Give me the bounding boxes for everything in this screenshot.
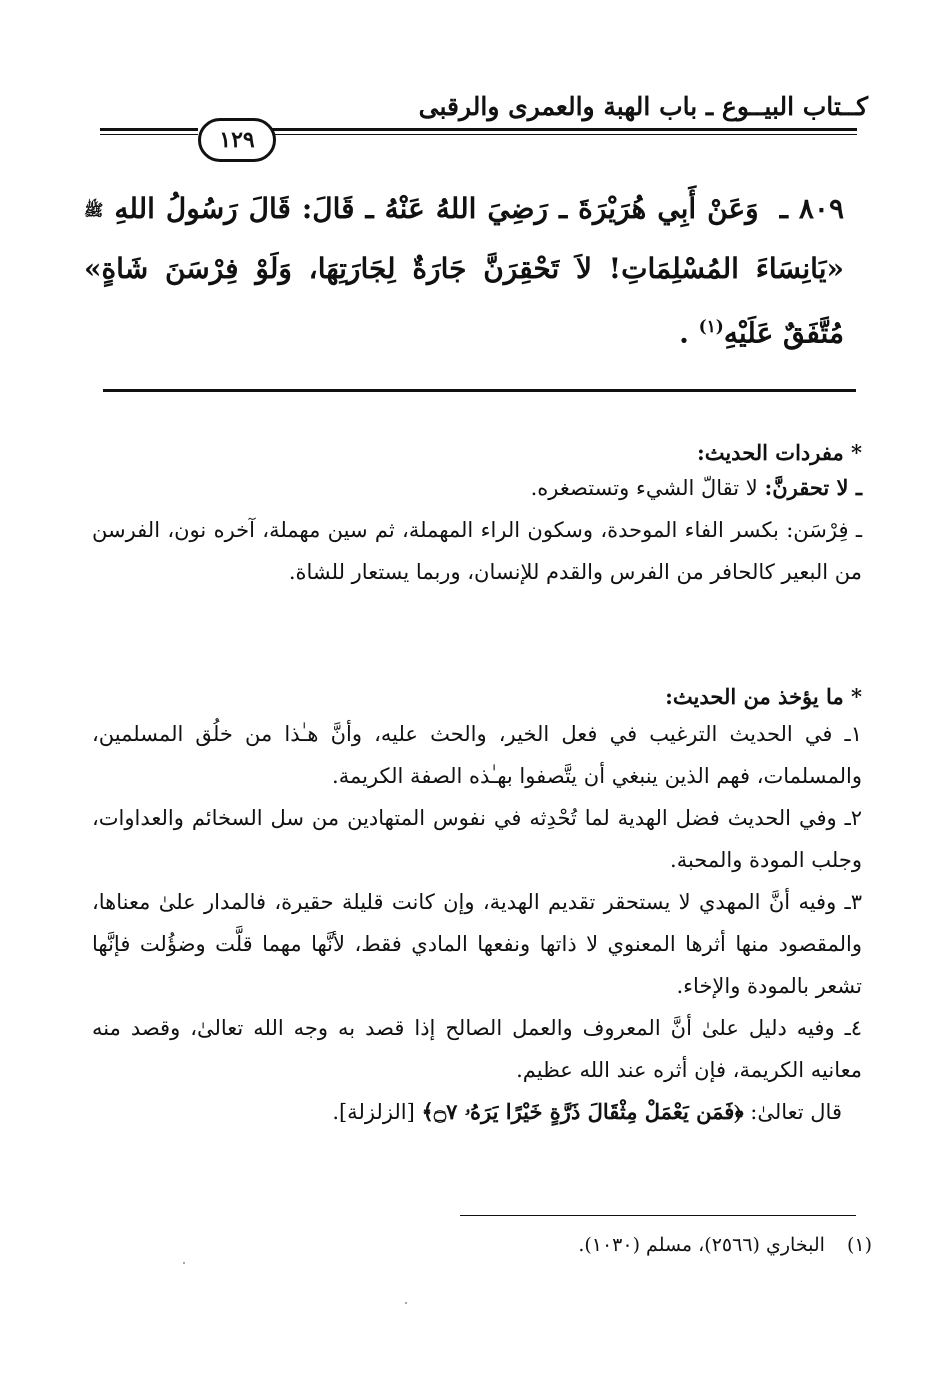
quote-intro: قال تعالىٰ: xyxy=(750,1100,842,1124)
vocab-term-1: ـ لا تحقرنَّ: xyxy=(764,475,862,500)
quran-quote xyxy=(92,1091,862,1133)
vocab-definition-1: لا تقالّ الشيء وتستصغره. xyxy=(530,476,758,500)
vocab-heading: * مفردات الحديث: xyxy=(696,440,862,465)
hadith-text-part1: وَعَنْ أَبِي هُرَيْرَةَ ـ رَضِيَ اللهُ عَنْهُ ـ قَالَ: قَالَ رَسُولُ اللهِ xyxy=(114,192,759,225)
salla-ligature: ﷺ xyxy=(84,200,104,220)
paper-speck xyxy=(405,1302,407,1304)
footnote-reference[interactable]: (١) xyxy=(698,316,724,337)
footnote-1 xyxy=(578,1234,872,1256)
vocab-term-2: ـ فِرْسَن: xyxy=(786,518,862,542)
lessons-heading: * ما يؤخذ من الحديث: xyxy=(665,684,862,709)
hadith-number: ٨٠٩ ـ xyxy=(779,192,844,225)
vocab-item-1 xyxy=(92,467,862,509)
header-rule-right-thin xyxy=(270,134,857,135)
lesson-item-2: ٢ـ وفي الحديث فضل الهدية لما تُحْدِثه في نفوس المتهادين من سل السخائم والعداوات، وجلب المودة والمحبة. xyxy=(92,806,862,872)
vocab-section xyxy=(92,440,862,593)
hadith-text-part2: «يَانِسَاءَ المُسْلِمَاتِ! لاَ تَحْقِرَنَّ جَارَةٌ لِجَارَتِهَا، وَلَوْ فِرْسَنَ شَاةٍ» مُتَّفَقٌ عَلَيْهِ xyxy=(84,251,844,349)
hadith-ending: . xyxy=(679,315,689,349)
quran-verse: ﴿فَمَن يَعْمَلْ مِثْقَالَ ذَرَّةٍ خَيْرًا يَرَهُۥ ۝٧﴾ xyxy=(421,1099,744,1124)
header-rule-right xyxy=(270,128,857,131)
running-header-title: كــتاب البيــوع ـ باب الهبة والعمرى والرقبى xyxy=(418,92,868,121)
section-separator xyxy=(103,389,856,392)
vocab-item-2 xyxy=(92,509,862,593)
lesson-item-3: ٣ـ وفيه أنَّ المهدي لا يستحقر تقديم الهدية، وإن كانت قليلة حقيرة، فالمدار علىٰ معناها، والمقصود منها أثرها المعنوي لا ذاتها ونفعها المادي فقط، لأنَّها مهما قلَّت وضؤُلت فإنَّها تشعر بالمودة والإخاء. xyxy=(92,890,862,998)
page-number: ١٢٩ xyxy=(198,118,276,162)
paper-speck xyxy=(183,1262,185,1264)
lesson-item-4: ٤ـ وفيه دليل علىٰ أنَّ المعروف والعمل الصالح إذا قصد به وجه الله تعالىٰ، وقصد منه معانيه الكريمة، فإن أثره عند الله عظيم. xyxy=(92,1016,862,1082)
header-rule-left-thin xyxy=(100,134,198,135)
quote-reference: [الزلزلة]. xyxy=(332,1100,415,1124)
header-rule-left xyxy=(100,128,198,131)
lesson-item-1: ١ـ في الحديث الترغيب في فعل الخير، والحث عليه، وأنَّ هـٰذا من خلُق المسلمين، والمسلمات، فهم الذين ينبغي أن يتَّصفوا بهـٰذه الصفة الكريمة. xyxy=(92,722,862,788)
vocab-definition-2: بكسر الفاء الموحدة، وسكون الراء المهملة، ثم سين مهملة، آخره نون، الفرسن من البعير كالحافر من الفرس والقدم للإنسان، وربما يستعار للشاة. xyxy=(92,518,862,584)
footnote-number: (١) xyxy=(846,1234,872,1256)
hadith-text xyxy=(84,180,844,362)
footnote-rule xyxy=(460,1215,856,1216)
lessons-section xyxy=(92,684,862,1133)
footnote-text: البخاري (٢٥٦٦)، مسلم (١٠٣٠). xyxy=(578,1234,825,1256)
